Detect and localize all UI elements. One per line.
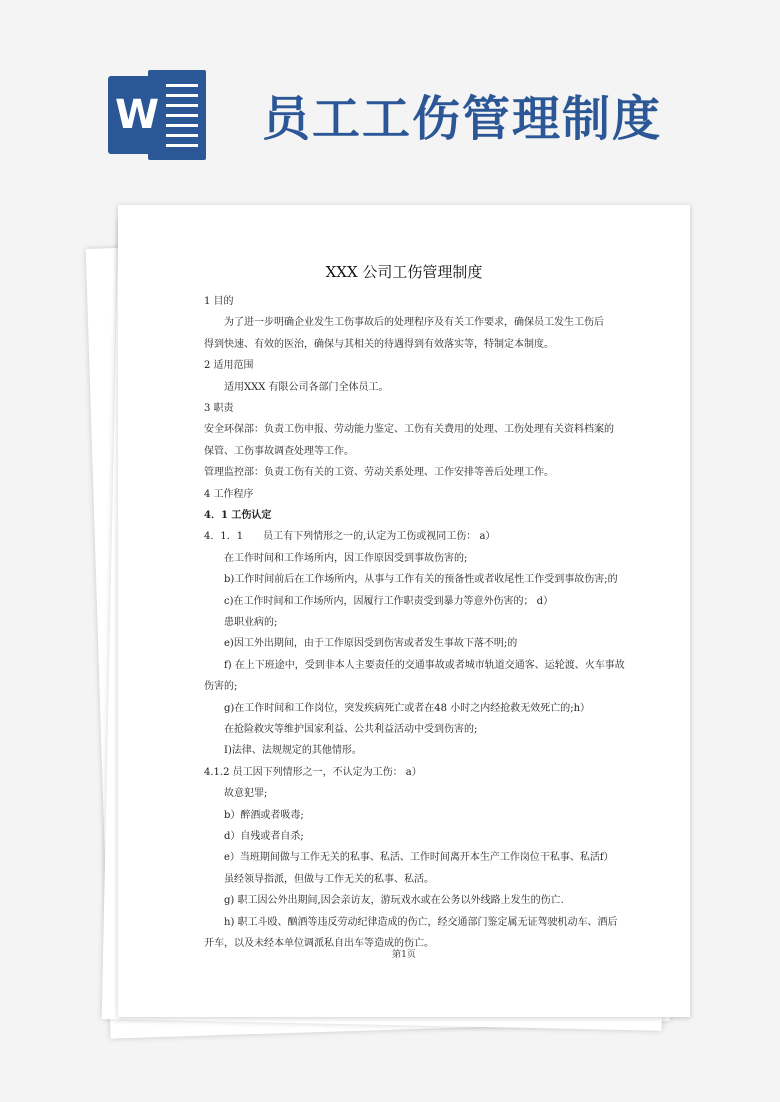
document-line: b)工作时间前后在工作场所内，从事与工作有关的预备性或者收尾性工作受到事故伤害;的 [224,574,618,586]
document-line: d）自残或者自杀; [224,831,304,842]
document-line: 安全环保部：负责工伤申报、劳动能力鉴定、工伤有关费用的处理、工伤处理有关资料档案的 [204,424,614,436]
document-line: h) 职工斗殴、酗酒等违反劳动纪律造成的伤亡，经交通部门鉴定属无证驾驶机动车、酒后 [224,916,618,928]
document-line: 适用XXX 有限公司各部门全体员工。 [224,381,389,393]
document-line: 在抢险救灾等维护国家利益、公共利益活动中受到伤害的; [224,724,478,735]
document-line: 保管、工伤事故调查处理等工作。 [204,445,354,457]
document-line: e）当班期间做与工作无关的私事、私活、工作时间离开本生产工作岗位干私事、私活f） [224,852,614,864]
word-logo-letter: W [108,76,166,154]
document-line: g) 职工因公外出期间,因会亲访友，游玩戏水或在公务以外线路上发生的伤亡. [224,895,564,907]
document-line: c)在工作时间和工作场所内，因履行工作职责受到暴力等意外伤害的； d） [224,595,554,607]
document-line: 3 职责 [204,403,234,414]
document-line: 在工作时间和工作场所内，因工作原因受到事故伤害的; [224,552,468,564]
document-line: g)在工作时间和工作岗位，突发疾病死亡或者在48 小时之内经抢救无效死亡的;h） [224,702,591,714]
document-line: 4.1.2 员工因下列情形之一，不认定为工伤： a） [204,766,422,778]
document-line: 开车，以及未经本单位调派私自出车等造成的伤亡。 [204,938,434,949]
document-line: b）醉酒或者吸毒; [224,809,304,821]
document-page [118,205,690,1017]
document-line: 管理监控部：负责工伤有关的工资、劳动关系处理、工作安排等善后处理工作。 [204,467,554,479]
document-line: 患职业病的; [224,617,278,628]
word-doc-icon [108,70,208,160]
document-line: 4．1．1 员工有下列情形之一的,认定为工伤或视同工伤： a） [204,531,496,543]
document-title: XXX 公司工伤管理制度 [325,263,483,281]
document-line: 故意犯罪; [224,788,268,800]
document-line: 为了进一步明确企业发生工伤事故后的处理程序及有关工作要求，确保员工发生工伤后 [224,317,604,329]
document-line: f) 在上下班途中，受到非本人主要责任的交通事故或者城市轨道交通客、运轮渡、火车事故 [224,659,625,671]
document-line: I)法律、法规规定的其他情形。 [224,745,362,757]
header [0,0,780,200]
page-title: 员工工伤管理制度 [262,91,663,147]
document-line: 4 工作程序 [204,488,254,500]
document-line: 2 适用范围 [204,360,254,372]
document-line: 1 目的 [204,296,234,307]
page-number: 第1页 [392,950,416,960]
document-line: 得到快速、有效的医治，确保与其相关的待遇得到有效落实等，特制定本制度。 [204,338,554,350]
document-line: 4．1 工伤认定 [204,510,272,521]
document-line: 伤害的; [204,681,238,693]
document-line: 虽经领导指派，但做与工作无关的私事、私活。 [224,873,434,885]
document-line: e)因工外出期间，由于工作原因受到伤害或者发生事故下落不明;的 [224,638,518,650]
